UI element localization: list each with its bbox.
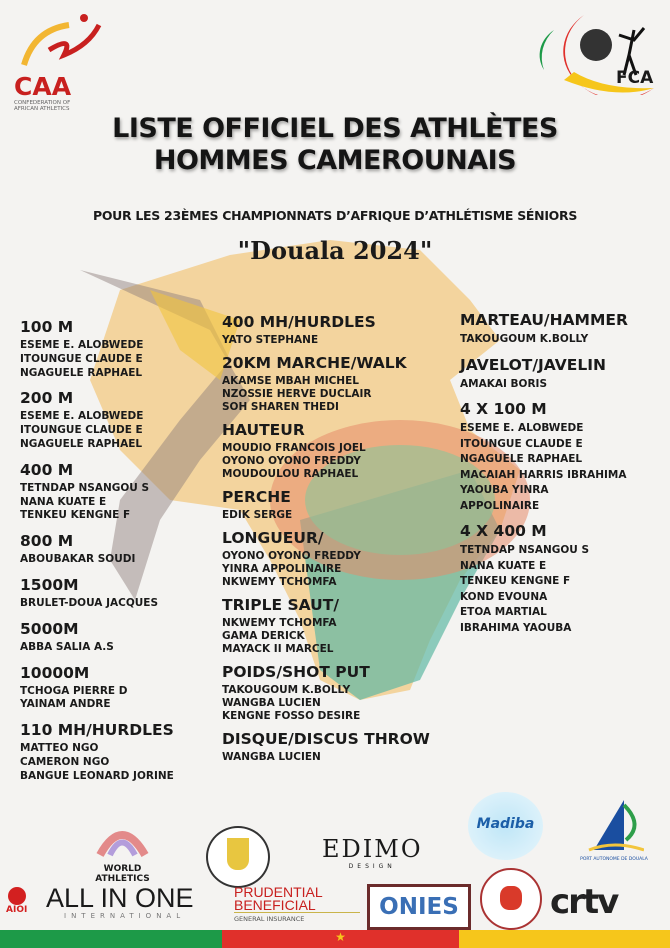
edimo-logo [322, 835, 423, 870]
athlete-list [460, 421, 628, 514]
event-title: 1500M [20, 575, 79, 594]
event-title: PERCHE [222, 488, 291, 506]
runner-logo-icon [14, 10, 104, 70]
athlete-list [20, 482, 174, 523]
event-block [222, 421, 430, 481]
athlete-name: YINRA APPOLINAIRE [222, 563, 342, 575]
athlete-name: YAOUBA YINRA [460, 484, 549, 496]
event-title: LONGUEUR/ [222, 529, 324, 547]
edimo-sub: DESIGN [348, 863, 396, 870]
star-icon: ★ [335, 930, 346, 944]
fca-name: FCA [616, 68, 654, 88]
event-title: HAUTEUR [222, 421, 305, 439]
aioi-text: AIOI [6, 905, 28, 915]
athlete-list [222, 442, 430, 481]
athlete-list [20, 597, 174, 611]
athlete-name: ITOUNGUE CLAUDE E [20, 424, 143, 437]
athlete-name: BRULET-DOUA JACQUES [20, 596, 159, 609]
onies-logo [367, 884, 471, 930]
athlete-name: GAMA DERICK [222, 630, 305, 642]
event-block [222, 354, 430, 414]
event-title: 4 X 100 M [460, 400, 547, 418]
crtv-logo [550, 884, 617, 920]
prudential-logo [212, 886, 360, 923]
caa-logo [14, 10, 109, 115]
athlete-name: TETNDAP NSANGOU S [20, 481, 150, 494]
event-title: TRIPLE SAUT/ [222, 596, 339, 614]
event-block [20, 576, 174, 611]
title-line-2: HOMMES CAMEROUNAIS [153, 145, 517, 176]
athlete-name: TENKEU KENGNE F [20, 509, 131, 522]
event-block [20, 389, 174, 451]
event-block [20, 532, 174, 567]
athlete-name: MATTEO NGO [20, 742, 99, 755]
edition: "Douala 2024" [237, 236, 433, 265]
events-column-1 [20, 318, 174, 793]
athlete-list [20, 553, 174, 567]
athlete-name: ITOUNGUE CLAUDE E [460, 437, 583, 450]
event-title: 800 M [20, 532, 74, 551]
athlete-list [222, 751, 430, 764]
port-douala-logo [574, 795, 654, 862]
athlete-name: TCHOGA PIERRE D [20, 684, 128, 697]
event-block [20, 461, 174, 523]
athlete-name: ESEME E. ALOBWEDE [460, 422, 584, 434]
athlete-name: AMAKAI BORIS [460, 377, 548, 390]
edimo-text: EDIMO [322, 835, 423, 863]
athlete-name: TAKOUGOUM K.BOLLY [460, 333, 589, 345]
all-in-one-sub: INTERNATIONAL [64, 912, 186, 920]
event-title: JAVELOT/JAVELIN [460, 355, 606, 374]
event-title: MARTEAU/HAMMER [460, 311, 628, 329]
event-title: 4 X 400 M [460, 522, 547, 540]
event-block [460, 356, 628, 393]
event-title: 400 MH/HURDLES [222, 313, 376, 331]
athlete-name: OYONO OYONO FREDDY [222, 550, 361, 562]
event-block [222, 596, 430, 656]
athlete-list [20, 410, 174, 451]
event-block [222, 730, 430, 764]
athlete-name: MACAIAH HARRIS IBRAHIMA [460, 468, 627, 481]
athlete-list [20, 641, 174, 655]
event-title: 400 M [20, 460, 74, 479]
athlete-name: NANA KUATE E [460, 559, 547, 572]
crtv-text: crtv [550, 882, 618, 922]
event-block [20, 620, 174, 655]
madiba-logo [468, 792, 543, 860]
athlete-name: NZOSSIE HERVE DUCLAIR [222, 388, 372, 400]
athlete-list [222, 375, 430, 414]
athlete-name: SOH SHAREN THEDI [222, 401, 339, 413]
athlete-name: ETOA MARTIAL [460, 606, 547, 618]
athlete-list [460, 332, 628, 348]
athlete-list [20, 742, 174, 783]
event-block [20, 318, 174, 380]
athlete-name: NANA KUATE E [20, 495, 107, 508]
world-athletics-text: WORLD ATHLETICS [95, 864, 150, 884]
athlete-list [222, 684, 430, 723]
port-sail-icon [584, 795, 644, 853]
event-title: 20KM MARCHE/WALK [222, 354, 407, 372]
athlete-name: AKAMSE MBAH MICHEL [222, 375, 359, 387]
onies-text: ONIES [379, 894, 459, 920]
athlete-list [460, 377, 628, 393]
event-block [20, 664, 174, 713]
event-block [460, 311, 628, 348]
event-block [222, 488, 430, 522]
athlete-name: NKWEMY TCHOMFA [222, 617, 337, 629]
athlete-list [222, 334, 430, 347]
flag-yellow-band [459, 930, 670, 948]
athlete-name: NGAGUELE RAPHAEL [20, 366, 143, 379]
athlete-name: YATO STEPHANE [222, 334, 319, 346]
athlete-name: KOND EVOUNA [460, 590, 548, 603]
prudential-text-2: BENEFICIAL [234, 897, 316, 913]
athlete-list [222, 550, 430, 589]
athlete-name: MOUDIO FRANCOIS JOEL [222, 442, 366, 454]
prudential-text-1: PRUDENTIAL [234, 884, 323, 900]
athlete-name: CAMERON NGO [20, 755, 110, 768]
events-column-3 [460, 311, 628, 644]
event-title: 110 MH/HURDLES [20, 721, 174, 740]
athlete-name: NKWEMY TCHOMFA [222, 576, 337, 588]
port-text: PORT AUTONOME DE DOUALA [580, 857, 648, 862]
title-line-1: LISTE OFFICIEL DES ATHLÈTES [112, 113, 558, 144]
subtitle: POUR LES 23ÈMES CHAMPIONNATS D’AFRIQUE D’ATHLÉTISME SÉNIORS [92, 208, 578, 223]
event-title: 200 M [20, 389, 74, 408]
athlete-name: NGAGUELE RAPHAEL [20, 437, 143, 450]
athlete-name: MAYACK II MARCEL [222, 643, 334, 655]
aioi-logo [6, 887, 27, 915]
athlete-name: NGAGUELE RAPHAEL [460, 453, 583, 465]
athlete-name: WANGBA LUCIEN [222, 751, 321, 763]
event-block [460, 400, 628, 514]
all-in-one-text: ALL IN ONE [46, 883, 194, 913]
athlete-list [222, 509, 430, 522]
flag-red-band [222, 930, 459, 948]
flag-green-band [0, 930, 222, 948]
caa-name: CAA [14, 72, 72, 101]
event-title: 5000M [20, 619, 79, 638]
athlete-list [20, 685, 174, 713]
athlete-list [460, 543, 628, 636]
athlete-name: WANGBA LUCIEN [222, 697, 321, 709]
event-title: 10000M [20, 663, 90, 682]
ministry-seal [480, 868, 542, 930]
event-title: DISQUE/DISCUS THROW [222, 730, 430, 748]
event-block [222, 663, 430, 723]
event-title: POIDS/SHOT PUT [222, 663, 370, 681]
event-block [222, 529, 430, 589]
athlete-name: ITOUNGUE CLAUDE E [20, 352, 143, 365]
athlete-list [222, 617, 430, 656]
athlete-name: ESEME E. ALOBWEDE [20, 410, 144, 423]
event-block [460, 522, 628, 636]
caa-sub1: CONFEDERATION OF [14, 100, 71, 106]
athlete-name: TAKOUGOUM K.BOLLY [222, 684, 351, 696]
athlete-name: KENGNE FOSSO DESIRE [222, 710, 361, 722]
athlete-name: ESEME E. ALOBWEDE [20, 339, 144, 351]
athlete-list [20, 339, 174, 380]
athlete-name: ABOUBAKAR SOUDI [20, 553, 136, 566]
athlete-name: BANGUE LEONARD JORINE [20, 769, 174, 782]
event-title: 100 M [20, 318, 74, 336]
athlete-name: ABBA SALIA A.S [20, 640, 114, 653]
world-athletics-globe-icon [95, 825, 150, 860]
world-athletics-logo [85, 825, 160, 884]
fca-logo [524, 10, 659, 95]
caa-sub2: AFRICAN ATHLETICS [14, 106, 70, 112]
athlete-name: OYONO OYONO FREDDY [222, 455, 361, 467]
athlete-name: TETNDAP NSANGOU S [460, 544, 590, 556]
prudential-sub: GENERAL INSURANCE [234, 912, 360, 923]
athlete-name: YAINAM ANDRE [20, 698, 111, 711]
all-in-one-logo [46, 884, 194, 920]
douala-city-seal [206, 826, 270, 888]
athlete-name: APPOLINAIRE [460, 499, 540, 512]
athlete-name: EDIK SERGE [222, 509, 293, 521]
madiba-text: Madiba [476, 816, 535, 832]
event-block [222, 313, 430, 347]
athlete-name: IBRAHIMA YAOUBA [460, 621, 572, 634]
athlete-name: TENKEU KENGNE F [460, 575, 571, 587]
athlete-name: MOUDOULOU RAPHAEL [222, 468, 359, 480]
events-column-2 [222, 313, 430, 771]
event-block [20, 721, 174, 783]
